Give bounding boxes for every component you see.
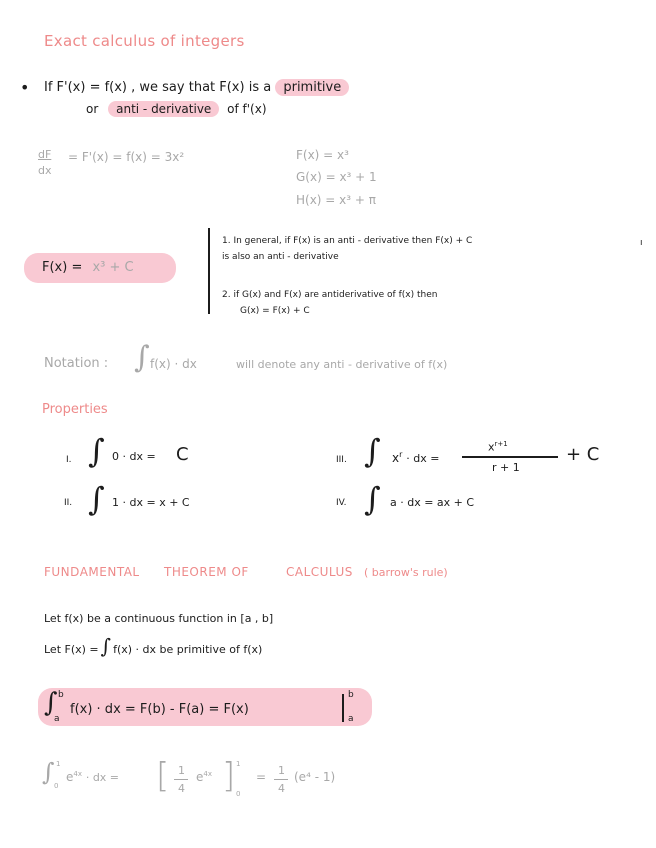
ftc-let-2 xyxy=(44,634,262,658)
property-3-base: x xyxy=(392,451,400,465)
example-equals: = xyxy=(256,770,267,784)
example-frac-num: 1 xyxy=(178,764,185,777)
example-e-exp: 4x xyxy=(73,770,82,778)
properties-heading: Properties xyxy=(42,402,108,417)
property-4-body: a · dx = ax + C xyxy=(390,496,475,509)
example-h: H(x) = x³ + π xyxy=(296,193,376,207)
property-2-body: 1 · dx = x + C xyxy=(112,496,190,509)
property-4-number: IV. xyxy=(336,498,347,508)
example-dx: · dx = xyxy=(85,771,120,784)
barrow-body: f(x) · dx = F(b) - F(a) = F(x) xyxy=(70,702,249,717)
example-upper: 1 xyxy=(56,760,61,768)
notation-integral: ∫ xyxy=(134,340,150,375)
definition-line1 xyxy=(44,80,349,95)
definition-line2 xyxy=(86,102,267,116)
barrow-eval-upper: b xyxy=(348,690,354,700)
bullet: • xyxy=(20,78,30,97)
example-frac2-num: 1 xyxy=(278,764,285,777)
example-frac2-bar xyxy=(274,779,288,780)
property-3-integral: ∫ xyxy=(364,432,381,470)
example-inner-e-exp: 4x xyxy=(203,770,212,778)
example-bracket-upper: 1 xyxy=(236,760,241,768)
property-3-numerator xyxy=(488,440,508,454)
general-formula xyxy=(42,260,134,275)
ftc-let-2-a: Let F(x) = xyxy=(44,643,99,656)
derivative-equation: = F'(x) = f(x) = 3x² xyxy=(68,150,185,164)
ftc-let-1: Let f(x) be a continuous function in [a , b] xyxy=(44,612,274,625)
example-result: (e⁴ - 1) xyxy=(294,770,336,784)
highlight-anti-derivative: anti - derivative xyxy=(108,101,219,117)
property-3-num-x: x xyxy=(488,440,495,454)
note2-line2: G(x) = F(x) + C xyxy=(240,306,310,316)
note1-line1: 1. In general, if F(x) is an anti - derivative then F(x) + C xyxy=(222,236,473,246)
property-3-denominator: r + 1 xyxy=(492,461,520,474)
property-3-dx: · dx = xyxy=(406,452,440,465)
definition-line2-of: of f'(x) xyxy=(227,102,267,116)
definition-line1-text: If F'(x) = f(x) , we say that F(x) is a xyxy=(44,80,272,95)
property-3-integrand xyxy=(392,450,439,465)
barrow-upper: b xyxy=(58,690,64,700)
ftc-let-2-integral: ∫ xyxy=(100,634,112,658)
example-lower: 0 xyxy=(54,782,59,790)
example-g: G(x) = x³ + 1 xyxy=(296,170,377,184)
example-e: e xyxy=(66,770,74,784)
note-divider xyxy=(208,228,210,314)
highlight-primitive: primitive xyxy=(275,79,349,96)
ftc-title-a: FUNDAMENTAL xyxy=(44,565,140,579)
note1-line2: is also an anti - derivative xyxy=(222,252,339,262)
barrow-eval-bar xyxy=(342,694,344,722)
example-f: F(x) = x³ xyxy=(296,148,349,162)
general-formula-f: F(x) = xyxy=(42,260,83,275)
example-integrand xyxy=(66,770,119,784)
property-3-num-exp: r+1 xyxy=(494,440,508,448)
ftc-let-2-b: f(x) · dx be primitive of f(x) xyxy=(113,643,263,656)
derivative-numerator: dF xyxy=(38,148,52,161)
definition-line2-or: or xyxy=(86,102,99,116)
example-integral: ∫ xyxy=(42,758,55,786)
property-2-number: II. xyxy=(64,498,73,508)
property-3-fraction-bar xyxy=(462,456,558,458)
ftc-title-b: THEOREM OF xyxy=(164,565,249,579)
page-title: Exact calculus of integers xyxy=(44,32,245,50)
example-bracket-lower: 0 xyxy=(236,790,241,798)
barrow-lower: a xyxy=(54,714,60,724)
note2-line1: 2. if G(x) and F(x) are antiderivative of f(x) then xyxy=(222,290,438,300)
notation-expr: f(x) · dx xyxy=(150,357,197,371)
example-bracket-left: [ xyxy=(156,756,170,796)
ftc-title-c: CALCULUS xyxy=(286,565,353,579)
property-1-body: 0 · dx = xyxy=(112,450,156,463)
property-3-exponent: r xyxy=(399,450,403,459)
example-frac2-den: 4 xyxy=(278,782,285,795)
notation-label: Notation : xyxy=(44,356,109,371)
ftc-title-d: ( barrow's rule) xyxy=(364,566,448,579)
property-1-result: C xyxy=(176,444,189,465)
property-3-number: III. xyxy=(336,455,347,465)
notation-text: will denote any anti - derivative of f(x) xyxy=(236,358,448,371)
property-1-number: I. xyxy=(66,455,72,465)
barrow-eval-lower: a xyxy=(348,714,354,724)
barrow-integral: ∫ xyxy=(44,688,58,718)
example-inner-e-base: e xyxy=(196,770,204,784)
property-1-integral: ∫ xyxy=(88,432,105,470)
example-frac-bar xyxy=(174,779,188,780)
example-inner-e xyxy=(196,770,212,784)
general-formula-rest: x³ + C xyxy=(92,260,134,275)
property-4-integral: ∫ xyxy=(364,480,381,518)
property-2-integral: ∫ xyxy=(88,480,105,518)
example-bracket-right: ] xyxy=(222,756,236,796)
stray-mark: ı xyxy=(640,238,643,248)
example-frac-den: 4 xyxy=(178,782,185,795)
derivative-denominator: dx xyxy=(38,164,52,177)
property-3-tail: + C xyxy=(566,444,600,465)
